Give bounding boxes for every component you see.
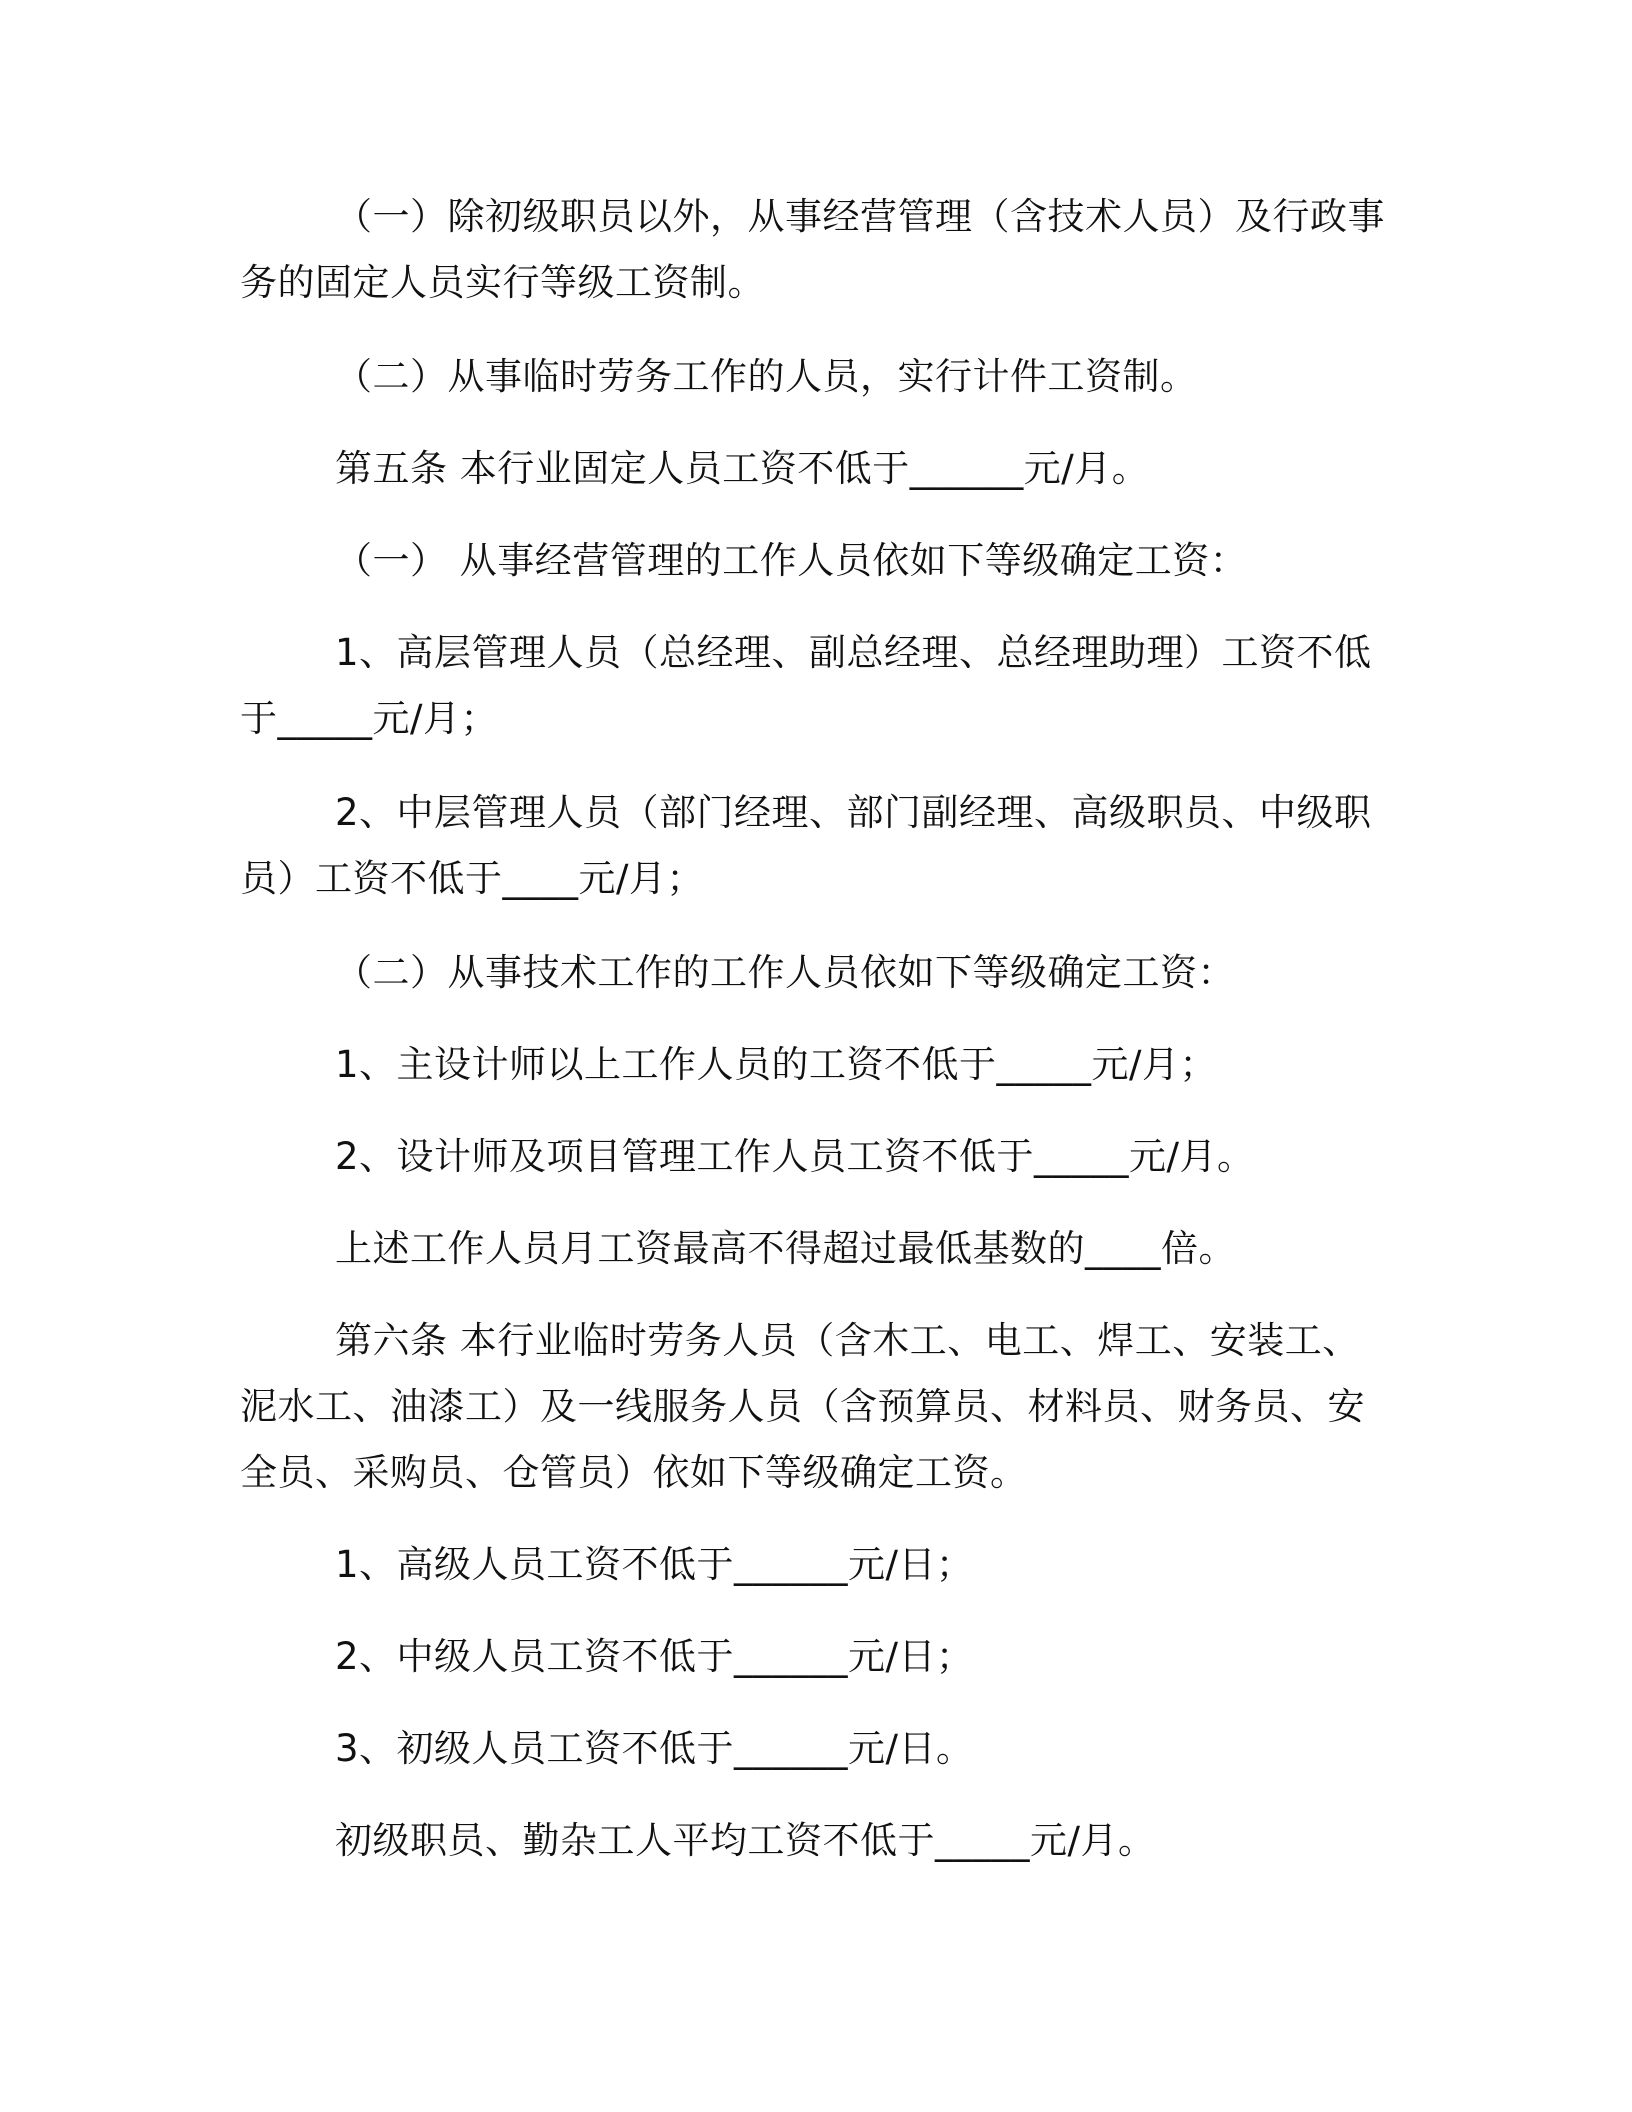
paragraph-middle-management: 2、中层管理人员（部门经理、部门副经理、高级职员、中级职员）工资不低于____元/月； <box>240 791 1372 900</box>
paragraph-chief-designer: 1、主设计师以上工作人员的工资不低于_____元/月； <box>335 1043 1218 1086</box>
paragraph-junior-staff-average: 初级职员、勤杂工人平均工资不低于_____元/月。 <box>335 1819 1156 1862</box>
paragraph-fixed-staff-grade-salary: （一）除初级职员以外，从事经营管理（含技术人员）及行政事务的固定人员实行等级工资制。 <box>240 195 1385 304</box>
paragraph-article-five: 第五条 本行业固定人员工资不低于______元/月。 <box>335 447 1150 490</box>
paragraph-middle-daily: 2、中级人员工资不低于______元/日； <box>335 1635 974 1678</box>
paragraph-senior-daily: 1、高级人员工资不低于______元/日； <box>335 1543 974 1586</box>
paragraph-temporary-piece-rate: （二）从事临时劳务工作的人员，实行计件工资制。 <box>335 355 1198 398</box>
paragraph-management-grades: （一） 从事经营管理的工作人员依如下等级确定工资： <box>335 539 1248 582</box>
paragraph-technical-grades: （二）从事技术工作的工作人员依如下等级确定工资： <box>335 951 1235 994</box>
paragraph-designer-project-manager: 2、设计师及项目管理工作人员工资不低于_____元/月。 <box>335 1135 1255 1178</box>
paragraph-salary-cap: 上述工作人员月工资最高不得超过最低基数的____倍。 <box>335 1227 1236 1270</box>
paragraph-junior-daily: 3、初级人员工资不低于______元/日。 <box>335 1727 974 1770</box>
paragraph-senior-management: 1、高层管理人员（总经理、副总经理、总经理助理）工资不低于_____元/月； <box>240 631 1372 740</box>
paragraph-article-six: 第六条 本行业临时劳务人员（含木工、电工、焊工、安装工、泥水工、油漆工）及一线服务人员（含预算员、材料员、财务员、安全员、采购员、仓管员）依如下等级确定工资。 <box>240 1319 1365 1494</box>
